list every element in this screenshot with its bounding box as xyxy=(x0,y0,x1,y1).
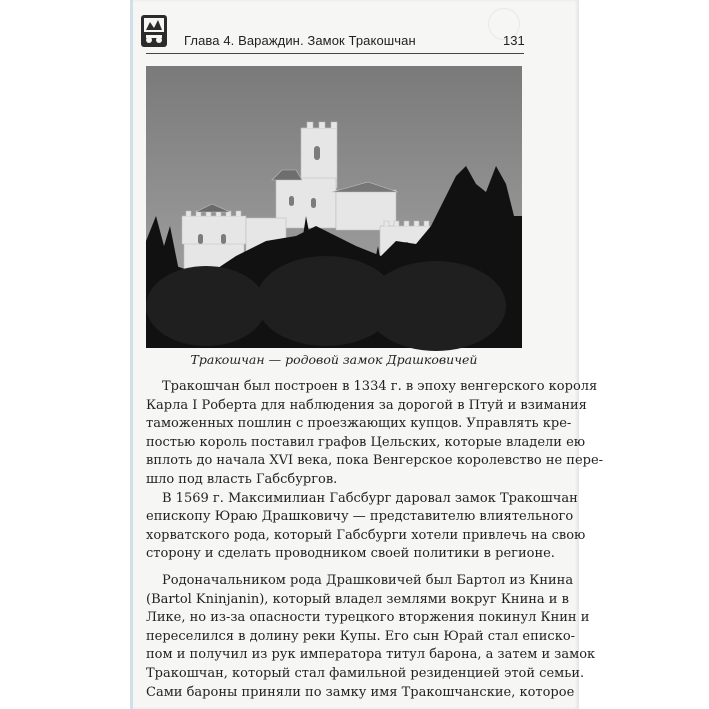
text-line: Тракошчан был построен в 1334 г. в эпоху венгерского короля xyxy=(162,379,598,394)
castle-photo xyxy=(146,66,522,348)
text-line: В 1569 г. Максимилиан Габсбург даровал замок Тракошчан xyxy=(162,490,578,506)
text-line: сторону и сделать проводником своей политики в регионе. xyxy=(146,546,555,562)
text-line: вплоть до начала XVI века, пока Венгерское королевство не пере- xyxy=(146,453,604,469)
text-line: (Bartol Kninjanin), который владел землями вокруг Книна и в xyxy=(146,591,569,607)
text-line: Лике, но из-за опасности турецкого вторжения покинул Книн и xyxy=(146,610,590,626)
text-line: постью король поставил графов Цельских, которые владели ею xyxy=(146,434,586,450)
paragraph-2 xyxy=(146,490,586,564)
text-line: Карла I Роберта для наблюдения за дорогой в Птуй и взимания xyxy=(146,397,587,413)
text-line: епископу Юраю Драшковичу — представителю влиятельного xyxy=(146,509,574,525)
photo-caption: Тракошчан — родовой замок Драшковичей xyxy=(190,352,478,367)
text-line: Сами бароны приняли по замку имя Тракошчанские, которое xyxy=(146,684,575,700)
paragraph-3 xyxy=(146,572,596,702)
text-line: переселился в долину реки Купы. Его сын Юрай стал еписко- xyxy=(146,628,576,644)
publisher-logo-icon xyxy=(140,14,168,48)
body-text xyxy=(146,378,604,702)
paragraph-1 xyxy=(146,378,604,490)
header-rule xyxy=(146,53,524,54)
text-line: Тракошчан, который стал фамильной резиденцией этой семьи. xyxy=(146,665,585,681)
text-line: пом и получил из рук императора титул барона, а затем и замок xyxy=(146,647,596,663)
text-line: Родоначальником рода Драшковичей был Бартол из Книна xyxy=(162,572,574,588)
page-number: 131 xyxy=(503,33,525,48)
text-line: таможенных пошлин с проезжающих купцов. Управлять кре- xyxy=(146,416,572,432)
text-line: хорватского рода, который Габсбурги хотели привлечь на свою xyxy=(146,527,586,543)
text-line: шло под власть Габсбургов. xyxy=(146,471,338,487)
running-header-title: Глава 4. Вараждин. Замок Тракошчан xyxy=(184,33,416,48)
